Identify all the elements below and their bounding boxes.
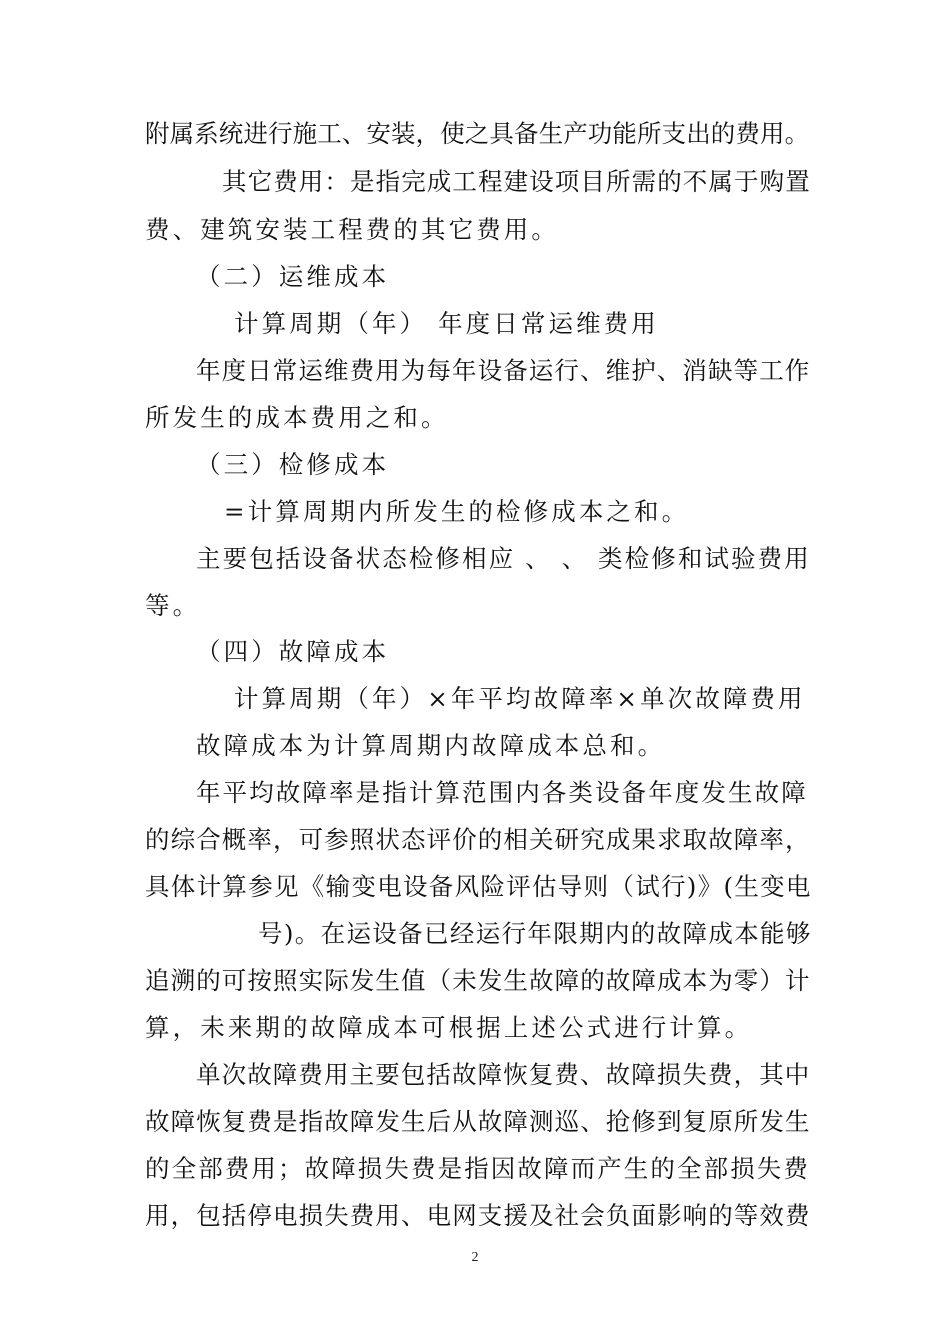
section-heading: （三）检修成本 [196, 450, 390, 479]
text-line: 故障恢复费是指故障发生后从故障测巡、抢修到复原所发生 [145, 1107, 811, 1136]
text-line: 具体计算参见《输变电设备风险评估导则（试行)》(生变电 [145, 872, 812, 901]
section-heading: （二）运维成本 [196, 262, 390, 291]
text-line: 所发生的成本费用之和。 [145, 403, 449, 432]
text-line: 故障成本为计算周期内故障成本总和。 [196, 731, 666, 760]
page-number: 2 [471, 1250, 479, 1265]
formula-line: 计算周期（年）×年平均故障率×单次故障费用 [234, 684, 806, 713]
section-heading: （四）故障成本 [196, 637, 390, 666]
text-line: 用，包括停电损失费用、电网支援及社会负面影响的等效费 [145, 1201, 811, 1230]
formula-line: 计算周期（年） 年度日常运维费用 [234, 309, 659, 338]
text-line: 的综合概率，可参照状态评价的相关研究成果求取故障率， [145, 825, 811, 854]
text-line: 主要包括设备状态检修相应 、 、 类检修和试验费用 [196, 544, 811, 573]
text-line: 追溯的可按照实际发生值（未发生故障的故障成本为零）计 [145, 966, 811, 995]
text-line: 年平均故障率是指计算范围内各类设备年度发生故障 [196, 778, 808, 807]
text-line: 年度日常运维费用为每年设备运行、维护、消缺等工作 [196, 356, 811, 385]
text-line: 单次故障费用主要包括故障恢复费、故障损失费，其中 [196, 1060, 811, 1089]
text-line: 算，未来期的故障成本可根据上述公式进行计算。 [145, 1013, 753, 1042]
text-line: 其它费用：是指完成工程建设项目所需的不属于购置 [222, 167, 811, 196]
text-line: 号)。在运设备已经运行年限期内的故障成本能够 [258, 919, 812, 948]
text-line: 的全部费用；故障损失费是指因故障而产生的全部损失费 [145, 1154, 810, 1183]
text-line: 费、建筑安装工程费的其它费用。 [145, 215, 559, 244]
formula-line: =计算周期内所发生的检修成本之和。 [224, 497, 690, 526]
text-line: 等。 [145, 591, 201, 620]
text-line: 附属系统进行施工、安装，使之具备生产功能所支出的费用。 [145, 119, 810, 148]
